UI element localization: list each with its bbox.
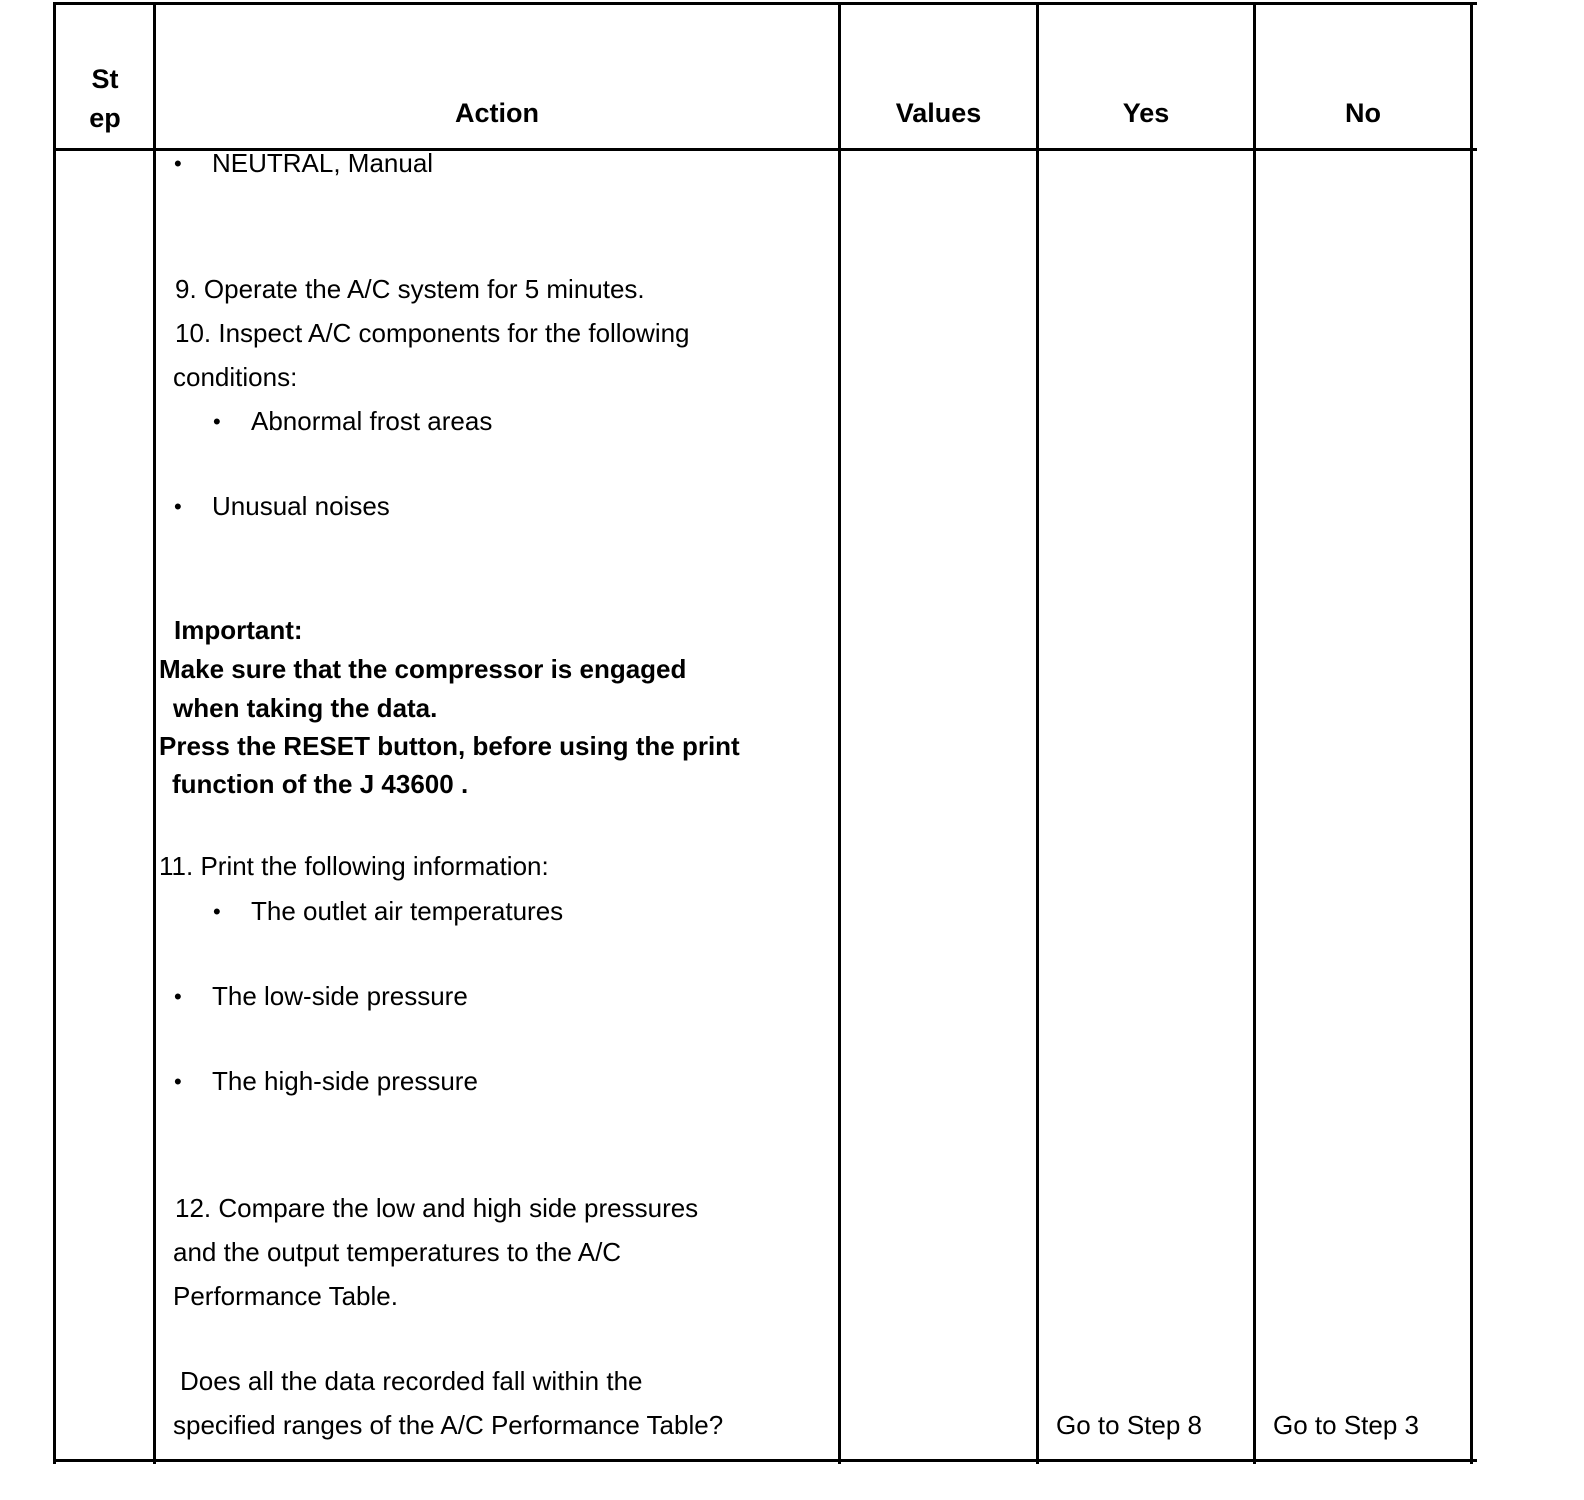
important-label: Important: <box>174 615 303 645</box>
bullet-marker: • <box>174 494 182 519</box>
table-border-left <box>53 2 56 1464</box>
yes-result: Go to Step 8 <box>1056 1410 1202 1440</box>
action-high-side: The high-side pressure <box>212 1066 478 1096</box>
table-border-right <box>1470 2 1473 1464</box>
action-step-10-line1: 10. Inspect A/C components for the following <box>175 318 690 348</box>
bullet-marker: • <box>174 151 182 176</box>
action-step-9: 9. Operate the A/C system for 5 minutes. <box>175 274 645 304</box>
header-step <box>56 60 154 138</box>
header-step-line1: St <box>91 64 119 94</box>
action-neutral-manual: NEUTRAL, Manual <box>212 148 434 178</box>
question-line1: Does all the data recorded fall within the <box>180 1366 643 1396</box>
important-note-2-line2: function of the J 43600 . <box>172 769 469 799</box>
important-note-1-line2: when taking the data. <box>173 693 438 723</box>
header-values: Values <box>895 98 982 128</box>
action-step-12-line1: 12. Compare the low and high side pressures <box>175 1193 699 1223</box>
question-line2: specified ranges of the A/C Performance Table? <box>173 1410 724 1440</box>
column-divider-values <box>1036 2 1039 1464</box>
action-step-12-line2: and the output temperatures to the A/C <box>173 1237 622 1267</box>
important-note-1-line1: Make sure that the compressor is engaged <box>159 654 687 684</box>
bullet-marker: • <box>174 1069 182 1094</box>
header-yes: Yes <box>1122 98 1170 128</box>
bullet-marker: • <box>213 409 221 434</box>
column-divider-yes <box>1253 2 1256 1464</box>
header-action: Action <box>455 98 539 128</box>
table-border-top <box>53 2 1477 5</box>
action-step-10-line2: conditions: <box>173 362 298 392</box>
table-border-bottom <box>53 1459 1477 1462</box>
header-no: No <box>1345 98 1381 128</box>
action-frost: Abnormal frost areas <box>251 406 493 436</box>
bullet-marker: • <box>174 984 182 1009</box>
action-low-side: The low-side pressure <box>212 981 468 1011</box>
column-divider-step <box>153 2 156 1464</box>
column-divider-action <box>838 2 841 1464</box>
action-step-11: 11. Print the following information: <box>159 851 549 881</box>
action-outlet-temps: The outlet air temperatures <box>251 896 564 926</box>
important-note-2-line1: Press the RESET button, before using the print <box>159 731 740 761</box>
no-result: Go to Step 3 <box>1273 1410 1419 1440</box>
action-noises: Unusual noises <box>212 491 390 521</box>
header-step-line2: ep <box>89 103 121 133</box>
bullet-marker: • <box>213 899 221 924</box>
action-step-12-line3: Performance Table. <box>173 1281 398 1311</box>
